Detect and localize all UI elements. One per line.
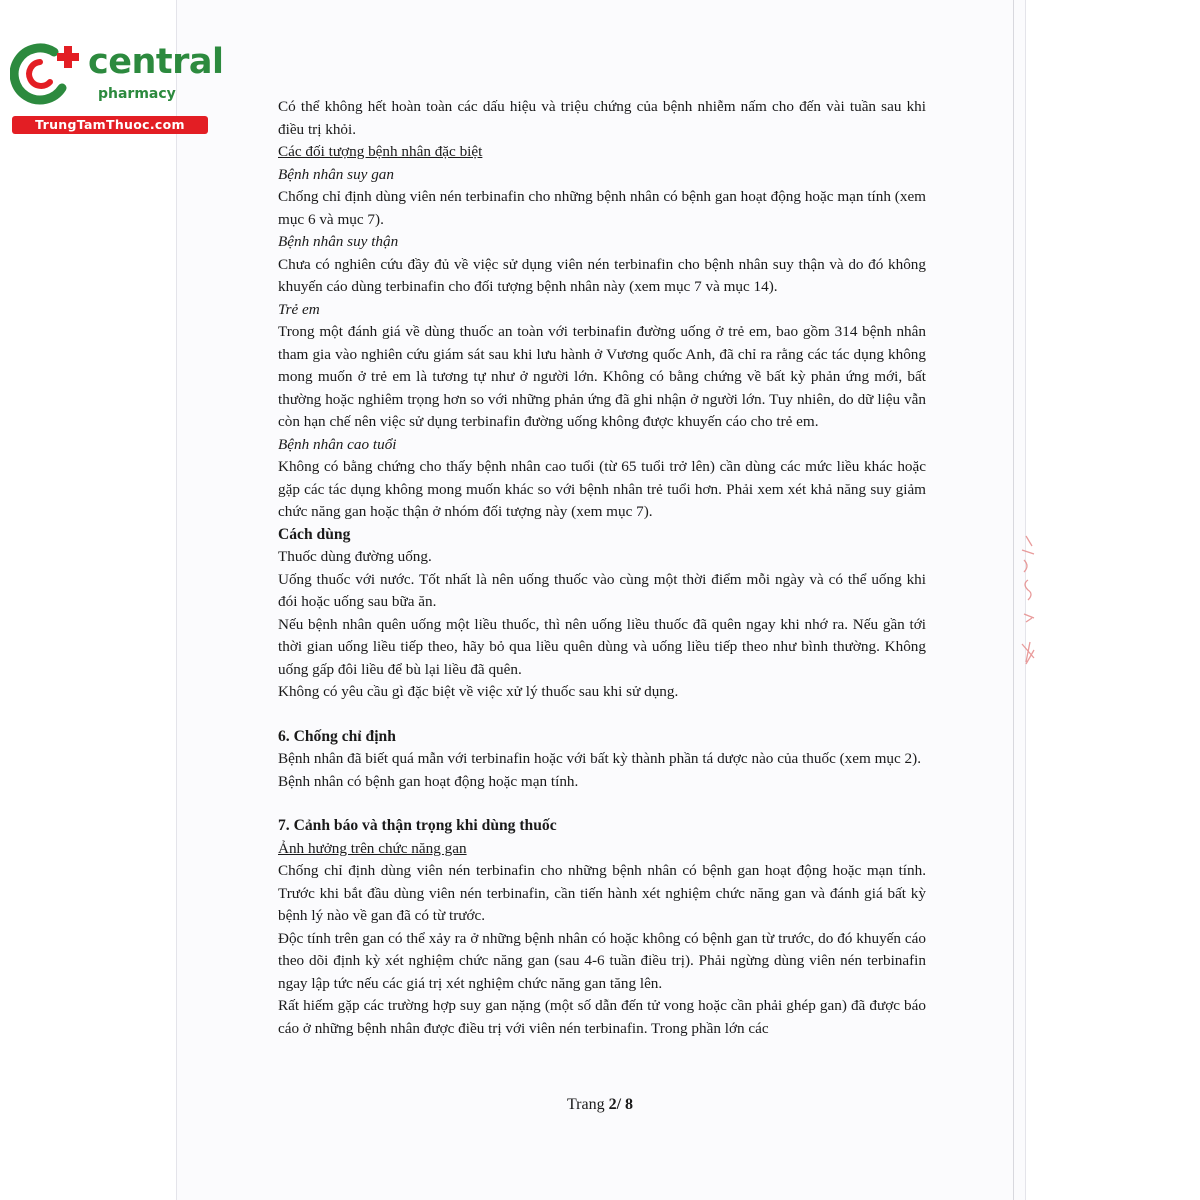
page-number: 2/ 8 <box>608 1096 634 1113</box>
warnings-line: Độc tính trên gan có thể xảy ra ở những bệnh nhân có hoặc không có bệnh gan từ trước, do đó khuyến cáo theo dõi định kỳ xét nghiệm chức năng gan (sau 4-6 tuần điều trị). Phải ngừng dùng viên nén terbinafin ngay lập tức nếu các giá trị xét nghiệm chức năng gan tăng lên. <box>278 929 926 992</box>
contraindications-line: Bệnh nhân đã biết quá mẫn với terbinafin hoặc với bất kỳ thành phần tá dược nào của thuốc (xem mục 2). <box>278 750 922 767</box>
usage-line: Nếu bệnh nhân quên uống một liều thuốc, thì nên uống liều thuốc đã quên ngay khi nhớ ra. Nếu gần tới thời gian uống liều tiếp theo, hãy bỏ qua liều quên dùng và uống liều tiếp theo như bình thường. Không uống gấp đôi liều để bù lại liều đã quên. <box>278 615 926 678</box>
section-spacer <box>278 793 926 815</box>
page-footer <box>0 1096 1200 1114</box>
liver-subheading: Bệnh nhân suy gan <box>278 165 394 183</box>
brand-subtitle: pharmacy <box>98 86 176 102</box>
warnings-subheading: Ảnh hưởng trên chức năng gan <box>278 839 467 857</box>
warnings-line: Rất hiếm gặp các trường hợp suy gan nặng (một số dẫn đến tử vong hoặc cần phải ghép gan) đã được báo cáo ở những bệnh nhân được điều trị với viên nén terbinafin. Trong phần lớn các <box>278 997 926 1037</box>
usage-heading: Cách dùng <box>278 525 351 543</box>
red-stamp-mark <box>1008 530 1048 690</box>
contraindications-heading: 6. Chống chỉ định <box>278 727 396 745</box>
usage-line: Uống thuốc với nước. Tốt nhất là nên uống thuốc vào cùng một thời điểm mỗi ngày và có thể uống khi đói hoặc uống sau bữa ăn. <box>278 570 926 610</box>
brand-website: TrungTamThuoc.com <box>12 116 208 134</box>
kidney-subheading: Bệnh nhân suy thận <box>278 233 399 250</box>
elderly-subheading: Bệnh nhân cao tuổi <box>278 435 397 453</box>
pharmacy-cross-icon <box>10 38 90 108</box>
brand-name: central <box>88 42 224 82</box>
page-label: Trang <box>566 1096 609 1113</box>
warnings-line: Chống chỉ định dùng viên nén terbinafin cho những bệnh nhân có bệnh gan hoạt động hoặc mạn tính. Trước khi bắt đầu dùng viên nén terbinafin, cần tiến hành xét nghiệm chức năng gan và đánh giá bất kỳ bệnh lý nào về gan đã có từ trước. <box>278 862 926 924</box>
contraindications-line: Bệnh nhân có bệnh gan hoạt động hoặc mạn tính. <box>278 772 579 790</box>
elderly-paragraph: Không có bằng chứng cho thấy bệnh nhân cao tuổi (từ 65 tuổi trở lên) cần dùng các mức liều khác hoặc gặp các tác dụng không mong muốn khác so với bệnh nhân trẻ tuổi hơn. Phải xem xét khả năng suy giảm chức năng gan hoặc thận ở nhóm đối tượng này (xem mục 7). <box>278 458 926 520</box>
kidney-paragraph: Chưa có nghiên cứu đầy đủ về việc sử dụng viên nén terbinafin cho bệnh nhân suy thận và do đó không khuyến cáo dùng terbinafin cho đối tượng bệnh nhân này (xem mục 7 và mục 14). <box>278 255 926 295</box>
children-paragraph: Trong một đánh giá về dùng thuốc an toàn với terbinafin đường uống ở trẻ em, bao gồm 314 bệnh nhân tham gia vào nghiên cứu giám sát sau khi lưu hành ở Vương quốc Anh, đã chỉ ra rằng các tác dụng không mong muốn ở trẻ em là tương tự như ở người lớn. Không có bằng chứng về bất kỳ phản ứng mới, bất thường hoặc nghiêm trọng hơn so với những phản ứng đã ghi nhận ở người lớn. Tuy nhiên, do dữ liệu vẫn còn hạn chế nên việc sử dụng terbinafin đường uống không được khuyến cáo cho trẻ em. <box>278 323 926 430</box>
usage-line: Không có yêu cầu gì đặc biệt về việc xử lý thuốc sau khi sử dụng. <box>278 683 679 700</box>
special-groups-heading: Các đối tượng bệnh nhân đặc biệt <box>278 143 483 160</box>
central-pharmacy-logo <box>10 38 224 138</box>
warnings-heading: 7. Cảnh báo và thận trọng khi dùng thuốc <box>278 817 557 834</box>
usage-line: Thuốc dùng đường uống. <box>278 548 432 565</box>
intro-paragraph: Có thể không hết hoàn toàn các dấu hiệu và triệu chứng của bệnh nhiễm nấm cho đến vài tuần sau khi điều trị khỏi. <box>278 98 926 138</box>
document-body <box>278 96 926 1040</box>
liver-paragraph: Chống chỉ định dùng viên nén terbinafin cho những bệnh nhân có bệnh gan hoạt động hoặc mạn tính (xem mục 6 và mục 7). <box>278 188 926 228</box>
children-subheading: Trẻ em <box>278 300 320 318</box>
section-spacer <box>278 704 926 726</box>
